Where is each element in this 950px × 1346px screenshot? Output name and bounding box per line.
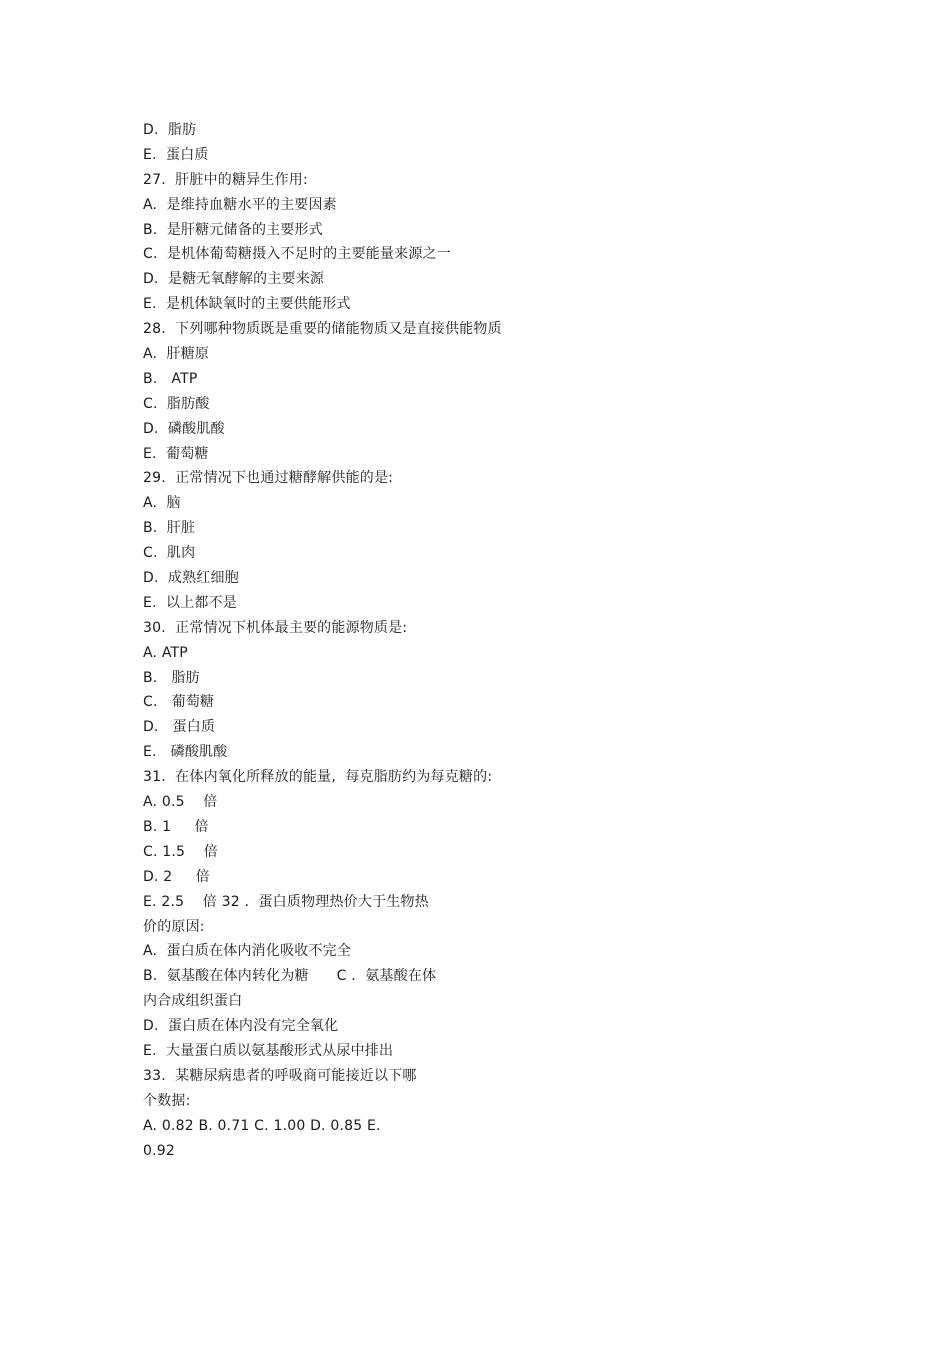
text-line: C. 1.5 倍 — [143, 843, 218, 860]
text-line: E. 大量蛋白质以氨基酸形式从尿中排出 — [143, 1042, 394, 1059]
text-line: E. 以上都不是 — [143, 594, 237, 611]
text-line: 30. 正常情况下机体最主要的能源物质是: — [143, 619, 408, 636]
text-line: C. 肌肉 — [143, 545, 196, 562]
text-line: D. 磷酸肌酸 — [143, 420, 225, 437]
text-line: D. 2 倍 — [143, 868, 210, 885]
text-line: 29. 正常情况下也通过糖酵解供能的是: — [143, 470, 394, 487]
text-line: D. 脂肪 — [143, 122, 197, 138]
text-line: A. ATP — [143, 644, 188, 661]
text-line: A. 0.5 倍 — [143, 794, 218, 811]
text-line: D. 成熟红细胞 — [143, 570, 239, 587]
text-line: A. 0.82 B. 0.71 C. 1.00 D. 0.85 E. — [143, 1117, 381, 1134]
text-line: 28. 下列哪种物质既是重要的储能物质又是直接供能物质 — [143, 321, 502, 338]
text-line: D. 是糖无氧酵解的主要来源 — [143, 271, 325, 288]
text-line: 个数据: — [143, 1092, 191, 1109]
text-line: C. 脂肪酸 — [143, 395, 210, 412]
text-line: B. 是肝糖元储备的主要形式 — [143, 221, 323, 238]
text-line: 31. 在体内氧化所释放的能量, 每克脂肪约为每克糖的: — [143, 769, 493, 786]
text-line: A. 肝糖原 — [143, 346, 210, 363]
text-line: B. 1 倍 — [143, 818, 209, 835]
text-line: 33. 某糖尿病患者的呼吸商可能接近以下哪 — [143, 1067, 417, 1084]
question-text-block — [143, 118, 843, 1163]
text-line: B. 氨基酸在体内转化为糖 C . 氨基酸在体 — [143, 968, 437, 985]
text-line: A. 脑 — [143, 495, 181, 512]
text-line: B. ATP — [143, 370, 198, 387]
text-line: D. 蛋白质在体内没有完全氧化 — [143, 1018, 339, 1035]
text-line: D. 蛋白质 — [143, 719, 216, 736]
text-line: 0.92 — [143, 1142, 175, 1159]
text-line: B. 肝脏 — [143, 520, 196, 537]
text-line: E. 磷酸肌酸 — [143, 744, 228, 761]
text-line: A. 是维持血糖水平的主要因素 — [143, 196, 337, 213]
text-line: C. 葡萄糖 — [143, 694, 215, 711]
text-line: 价的原因: — [143, 918, 205, 935]
text-line: E. 2.5 倍 32 . 蛋白质物理热价大于生物热 — [143, 893, 429, 910]
text-line: 27. 肝脏中的糖异生作用: — [143, 171, 308, 188]
text-line: A. 蛋白质在体内消化吸收不完全 — [143, 943, 352, 960]
text-line: 内合成组织蛋白 — [143, 993, 243, 1010]
text-line: E. 葡萄糖 — [143, 445, 209, 462]
text-line: B. 脂肪 — [143, 669, 200, 686]
text-line: C. 是机体葡萄糖摄入不足时的主要能量来源之一 — [143, 246, 451, 263]
text-line: E. 是机体缺氧时的主要供能形式 — [143, 296, 351, 313]
text-line: E. 蛋白质 — [143, 146, 209, 163]
